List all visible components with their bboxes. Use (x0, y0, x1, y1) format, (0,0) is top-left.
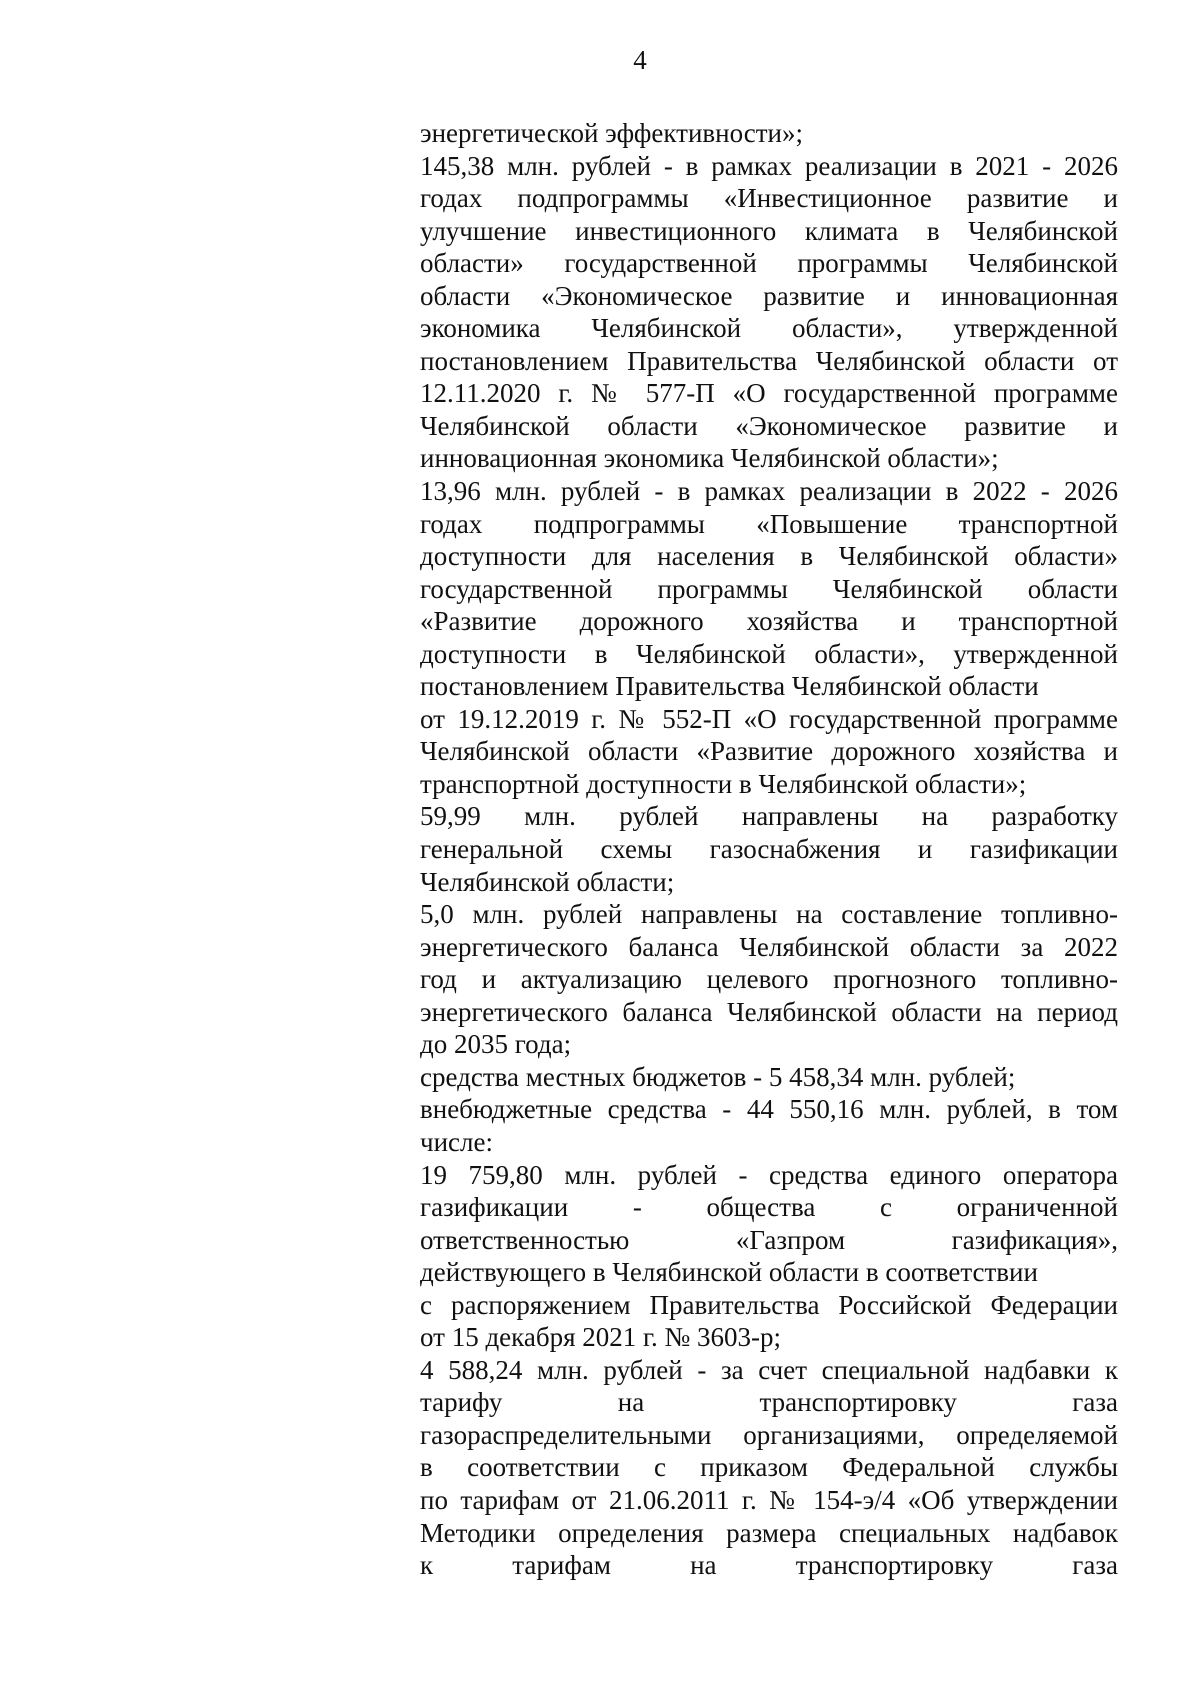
text-line: 12.11.2020 г. № 577-П «О государственной программе (420, 378, 1118, 409)
text-line: год и актуализацию целевого прогнозного топливно- (420, 964, 1118, 995)
text-line: 4 588,24 млн. рублей - за счет специальной надбавки к (420, 1354, 1118, 1385)
text-line: Челябинской области «Развитие дорожного хозяйства и (420, 736, 1118, 767)
text-line: с распоряжением Правительства Российской Федерации (420, 1289, 1118, 1320)
text-line: от 15 декабря 2021 г. № 3603-р; (420, 1322, 782, 1353)
text-line: энергетического баланса Челябинской области на период (420, 996, 1118, 1027)
text-line: государственной программы Челябинской области (420, 573, 1118, 604)
text-line: к тарифам на транспортировку газа (420, 1550, 1118, 1581)
text-line: внебюджетные средства - 44 550,16 млн. рублей, в том (420, 1094, 1118, 1125)
text-line: в соответствии с приказом Федеральной службы (420, 1452, 1118, 1483)
text-line: «Развитие дорожного хозяйства и транспортной (420, 606, 1118, 637)
text-line: по тарифам от 21.06.2011 г. № 154-э/4 «Об утверждении (420, 1484, 1118, 1515)
text-line: доступности для населения в Челябинской области» (420, 541, 1118, 572)
text-line: до 2035 года; (420, 1029, 572, 1060)
text-line: действующего в Челябинской области в соответствии (420, 1257, 1038, 1288)
text-line: газификации - общества с ограниченной (420, 1192, 1118, 1223)
text-line: области «Экономическое развитие и инновационная (420, 280, 1118, 311)
text-line: постановлением Правительства Челябинской области от (420, 345, 1118, 376)
text-line: 59,99 млн. рублей направлены на разработку (420, 801, 1118, 832)
text-line: экономика Челябинской области», утвержденной (420, 313, 1118, 344)
text-line: тарифу на транспортировку газа (420, 1387, 1118, 1418)
text-line: постановлением Правительства Челябинской области (420, 671, 1039, 702)
text-line: транспортной доступности в Челябинской области»; (420, 768, 1027, 799)
text-line: годах подпрограммы «Инвестиционное развитие и (420, 183, 1118, 214)
text-line: числе: (420, 1126, 493, 1157)
text-line: доступности в Челябинской области», утвержденной (420, 638, 1118, 669)
text-line: инновационная экономика Челябинской области»; (420, 443, 999, 474)
text-line: 19 759,80 млн. рублей - средства единого оператора (420, 1159, 1118, 1190)
text-line: генеральной схемы газоснабжения и газификации (420, 834, 1118, 865)
text-line: 145,38 млн. рублей - в рамках реализации в 2021 - 2026 (420, 150, 1118, 181)
text-line: ответственностью «Газпром газификация», (420, 1224, 1118, 1255)
text-line: энергетического баланса Челябинской области за 2022 (420, 931, 1118, 962)
text-line: области» государственной программы Челябинской (420, 248, 1118, 279)
text-line: 5,0 млн. рублей направлены на составление топливно- (420, 899, 1118, 930)
text-line: Методики определения размера специальных надбавок (420, 1517, 1118, 1548)
text-line: энергетической эффективности»; (420, 118, 803, 148)
document-body-text (420, 117, 1118, 1582)
text-line: средства местных бюджетов - 5 458,34 млн. рублей; (420, 1061, 1016, 1092)
text-line: газораспределительными организациями, определяемой (420, 1419, 1118, 1450)
text-line: улучшение инвестиционного климата в Челябинской (420, 215, 1118, 246)
text-line: от 19.12.2019 г. № 552-П «О государственной программе (420, 703, 1118, 734)
text-line: годах подпрограммы «Повышение транспортной (420, 508, 1118, 539)
text-line: Челябинской области «Экономическое развитие и (420, 410, 1118, 441)
text-line: Челябинской области; (420, 866, 675, 897)
page-number: 4 (633, 45, 647, 75)
text-line: 13,96 млн. рублей - в рамках реализации в 2022 - 2026 (420, 476, 1118, 507)
